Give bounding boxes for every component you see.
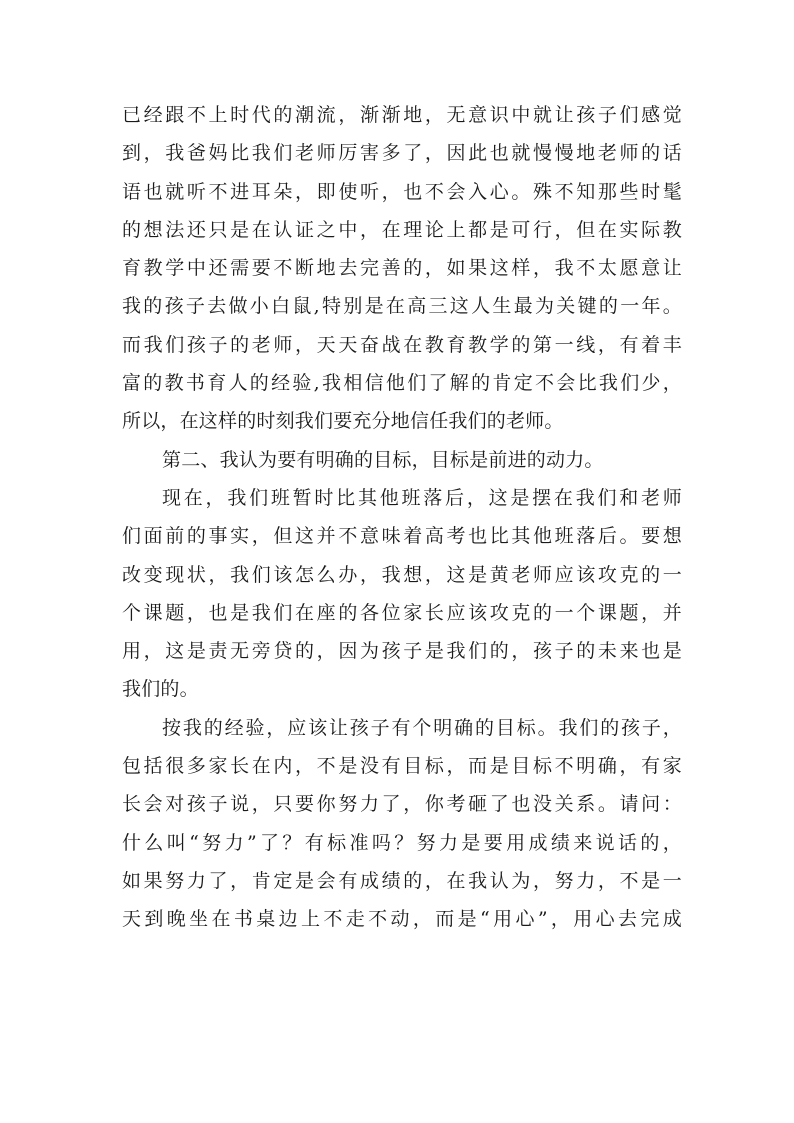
text-line: 改变现状，我们该怎么办，我想，这是黄老师应该攻克的一	[122, 563, 682, 586]
text-line: 现在，我们班暂时比其他班落后，这是摆在我们和老师	[162, 486, 682, 509]
text-line: 而我们孩子的老师，天天奋战在教育教学的第一线，有着丰	[122, 333, 682, 356]
text-line: 所以，在这样的时刻我们要充分地信任我们的老师。	[122, 410, 564, 433]
text-line: 用，这是责无旁贷的，因为孩子是我们的，孩子的未来也是	[122, 640, 682, 663]
text-line: 长会对孩子说，只要你努力了，你考砸了也没关系。请问：	[122, 793, 682, 816]
text-line: 按我的经验，应该让孩子有个明确的目标。我们的孩子，	[162, 716, 682, 739]
text-line: 我的孩子去做小白鼠,特别是在高三这人生最为关键的一年。	[122, 295, 682, 318]
text-line: 富的教书育人的经验,我相信他们了解的肯定不会比我们少，	[122, 372, 682, 395]
text-line: 什么叫“努力”了？有标准吗？努力是要用成绩来说话的，	[122, 831, 682, 854]
text-line: 已经跟不上时代的潮流，渐渐地，无意识中就让孩子们感觉	[122, 104, 682, 126]
text-line: 到，我爸妈比我们老师厉害多了，因此也就慢慢地老师的话	[122, 142, 682, 165]
text-line: 包括很多家长在内，不是没有目标，而是目标不明确，有家	[122, 755, 682, 778]
text-line: 育教学中还需要不断地去完善的，如果这样，我不太愿意让	[122, 257, 682, 280]
text-line: 们面前的事实，但这并不意味着高考也比其他班落后。要想	[122, 525, 682, 548]
text-line: 天到晚坐在书桌边上不走不动，而是“用心”，用心去完成	[122, 908, 682, 931]
text-line: 我们的。	[122, 678, 199, 701]
text-line: 个课题，也是我们在座的各位家长应该攻克的一个课题，并	[122, 601, 682, 624]
text-line: 语也就听不进耳朵，即使听，也不会入心。殊不知那些时髦	[122, 180, 682, 203]
document-body	[122, 96, 682, 939]
text-line: 第二、我认为要有明确的目标，目标是前进的动力。	[162, 448, 604, 471]
text-line: 如果努力了，肯定是会有成绩的，在我认为，努力，不是一	[122, 869, 682, 892]
text-line: 的想法还只是在认证之中，在理论上都是可行，但在实际教	[122, 218, 682, 241]
